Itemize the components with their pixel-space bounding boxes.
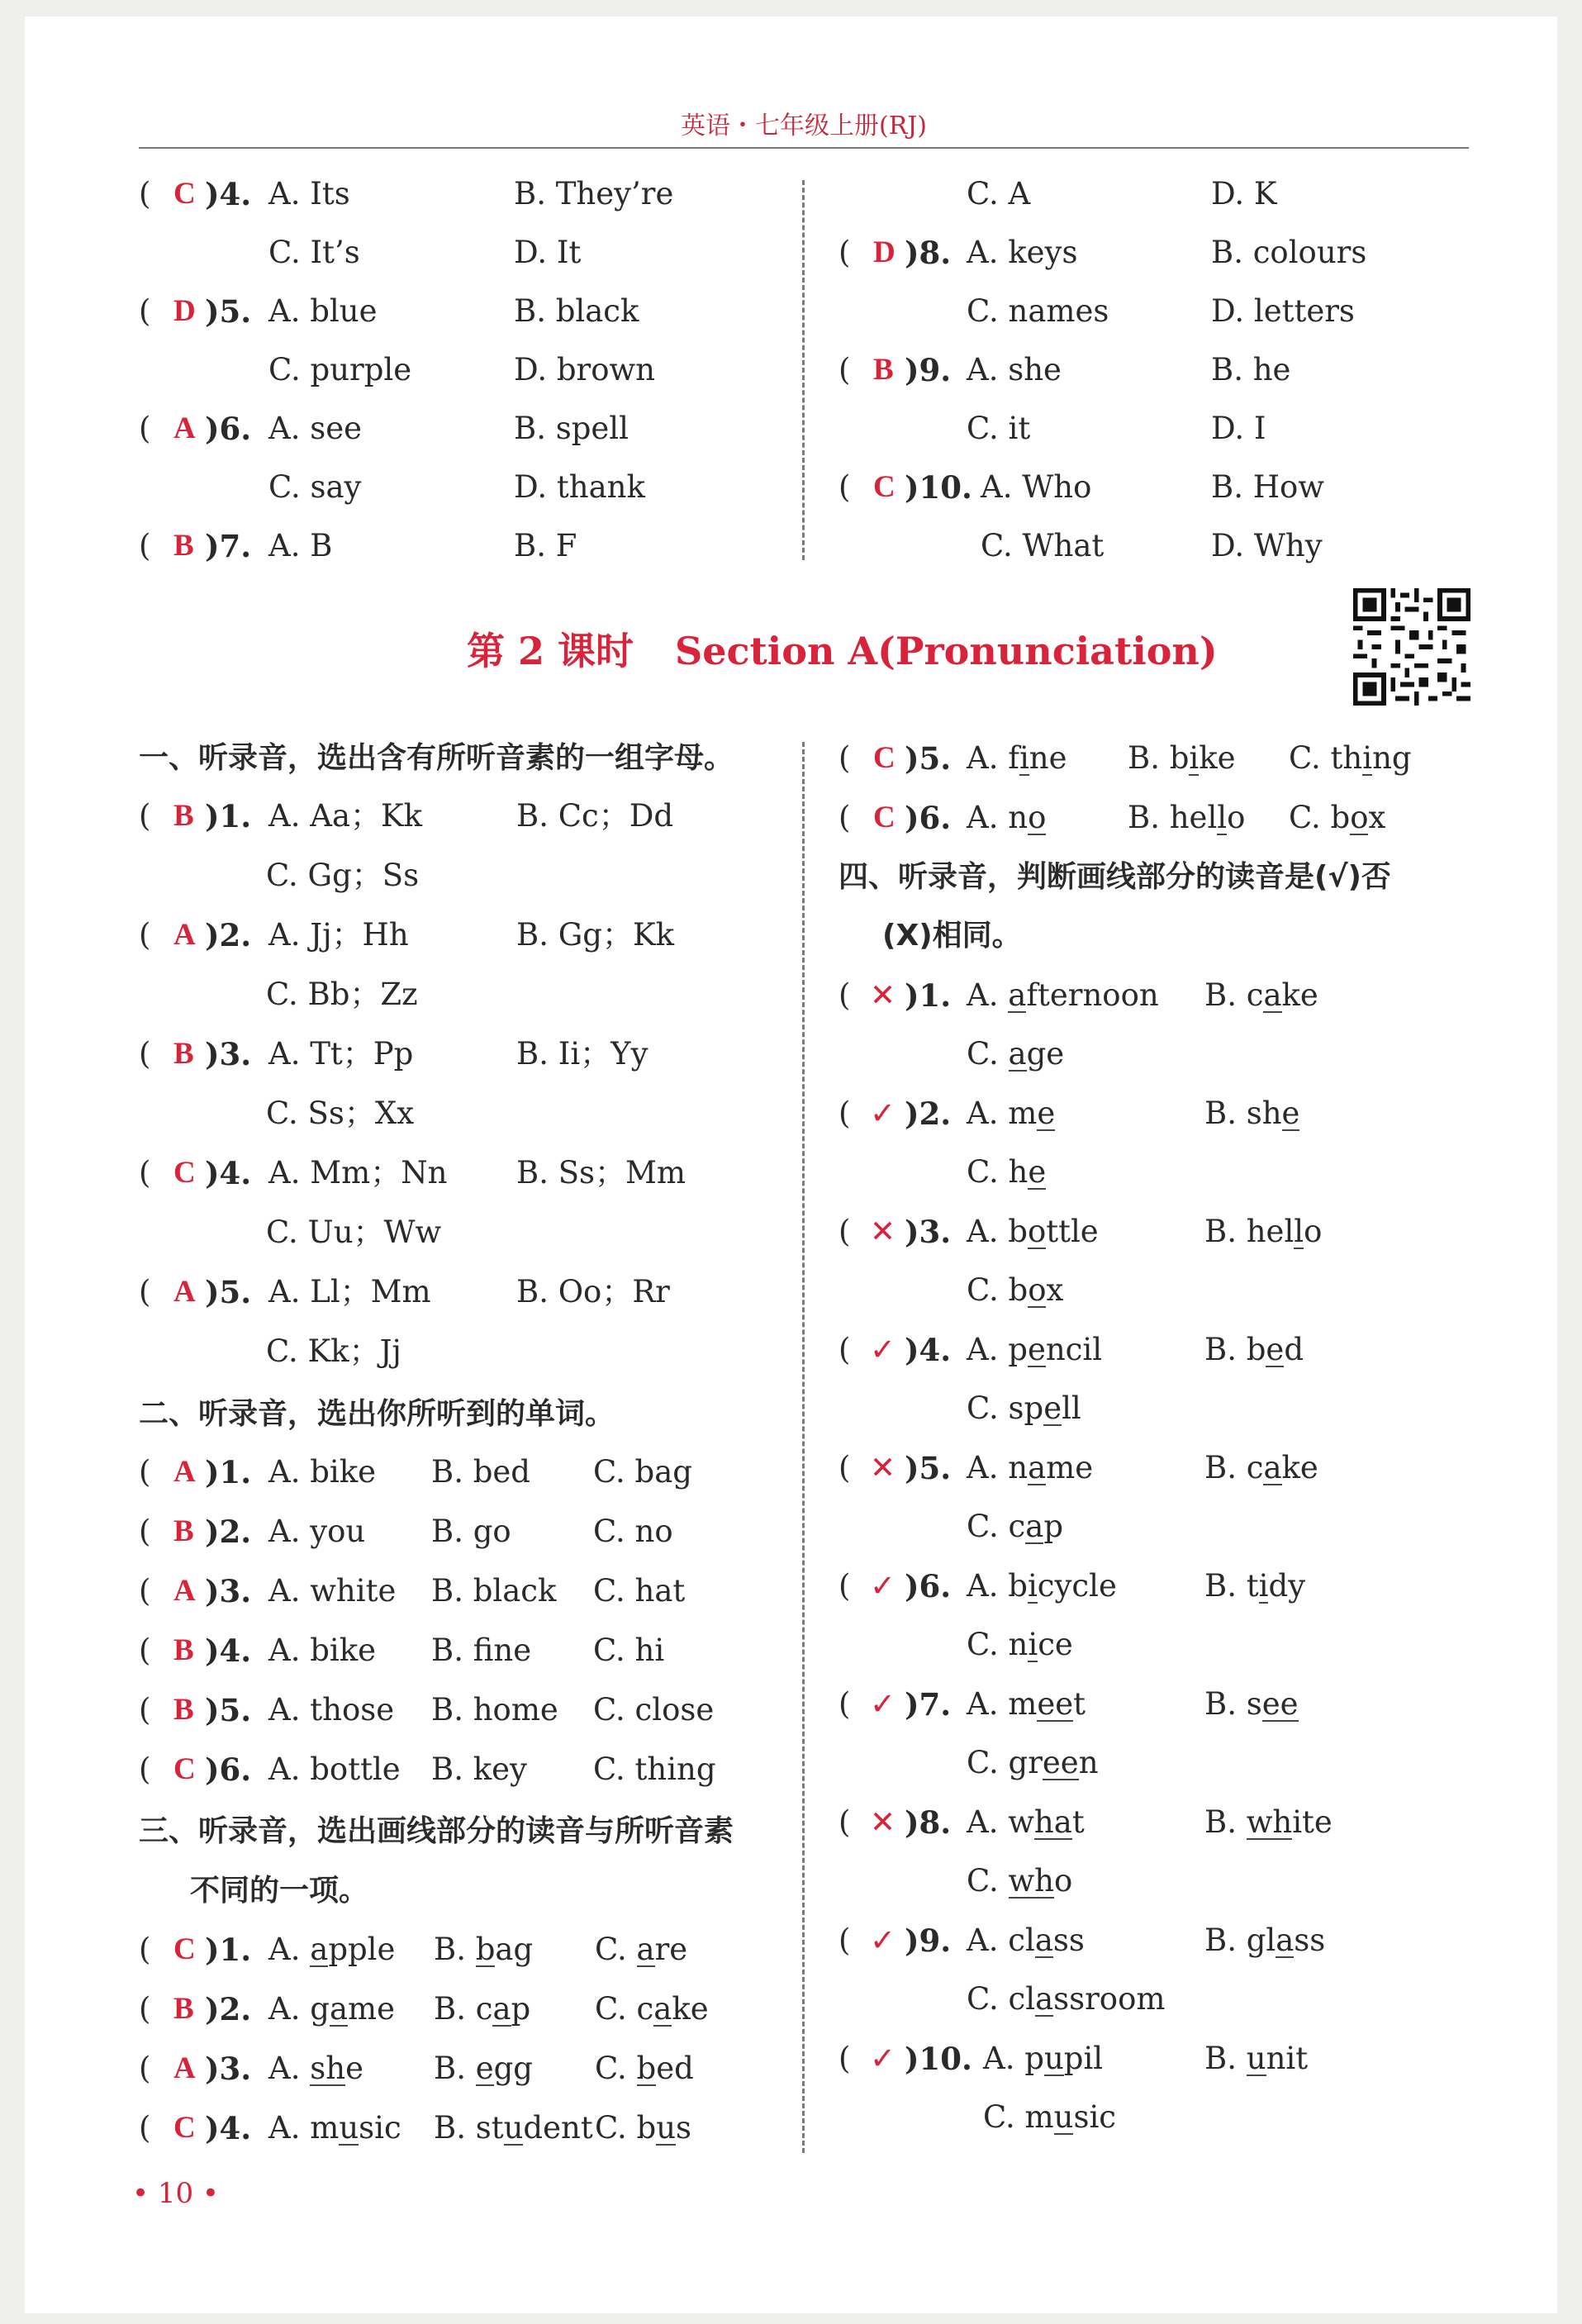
option-a: A. meet	[967, 1684, 1086, 1725]
option-d: D. K	[1211, 176, 1277, 211]
s3-q-number: )1.	[205, 1932, 252, 1968]
page-number: • 10 •	[132, 2177, 219, 2210]
option-c: C. What	[981, 528, 1105, 563]
option-b: B. cake	[1204, 1447, 1318, 1489]
s3-q-number: )3.	[205, 2051, 252, 2087]
s1-q-answer: C	[173, 1156, 196, 1190]
s4-q-paren: (	[839, 1450, 851, 1485]
s4-q-mark-icon: ✕	[870, 1214, 896, 1249]
option-c: C. names	[967, 293, 1109, 329]
option-b: B. cap	[434, 1989, 530, 2030]
s3-q-answer: C	[173, 1932, 196, 1966]
s4-q-mark-icon: ✓	[870, 2041, 896, 2076]
option-b: B. spell	[514, 411, 629, 446]
top-left-q-paren: (	[139, 176, 151, 211]
s4-q-number: )1.	[905, 977, 952, 1014]
option-c: C. close	[593, 1692, 715, 1728]
s4-q-number: )7.	[905, 1686, 952, 1723]
s2-q-number: )3.	[205, 1573, 252, 1609]
top-left-q-number: )5.	[205, 293, 252, 330]
s4-q-paren: (	[839, 1804, 851, 1840]
top-left-q-number: )6.	[205, 411, 252, 447]
s4-q-number: )5.	[905, 1450, 952, 1486]
option-a: A. see	[268, 411, 363, 446]
section1-heading: 一、听录音，选出含有所听音素的一组字母。	[139, 741, 734, 775]
option-b: B. Ss；Mm	[516, 1155, 686, 1191]
s3-q-number: )6.	[905, 800, 952, 836]
option-a: A. bike	[268, 1454, 377, 1490]
section2-heading: 二、听录音，选出你所听到的单词。	[139, 1397, 615, 1431]
s3-q-paren: (	[139, 1991, 151, 2027]
s3-q-paren: (	[839, 740, 851, 776]
option-a: A. music	[268, 2108, 401, 2149]
s4-q-number: )4.	[905, 1332, 952, 1368]
option-c: C. are	[595, 1929, 687, 1970]
top-right-q-number: )8.	[905, 235, 952, 271]
top-left-q-answer: A	[173, 411, 196, 445]
option-c: C. purple	[268, 352, 412, 387]
s2-q-paren: (	[139, 1514, 151, 1549]
option-a: A. she	[967, 352, 1062, 387]
option-c: C. spell	[967, 1388, 1081, 1429]
s4-q-paren: (	[839, 1568, 851, 1604]
option-b: B. hello	[1204, 1211, 1322, 1252]
option-c: C. hi	[593, 1633, 665, 1668]
top-left-q-number: )7.	[205, 528, 252, 564]
option-a: A. me	[967, 1093, 1055, 1134]
option-b: B. home	[431, 1692, 558, 1728]
option-c: C. no	[593, 1514, 673, 1549]
s2-q-answer: A	[173, 1574, 196, 1608]
option-c: C. who	[967, 1861, 1072, 1902]
s3-q-paren: (	[839, 800, 851, 835]
top-right-q-paren: (	[839, 235, 851, 270]
option-b: B. They’re	[514, 176, 674, 211]
option-b: B. F	[514, 528, 577, 563]
option-b: B. Cc；Dd	[516, 798, 674, 834]
s1-q-answer: B	[173, 1037, 194, 1071]
s4-q-paren: (	[839, 1095, 851, 1131]
s2-q-number: )5.	[205, 1692, 252, 1728]
s1-q-number: )5.	[205, 1274, 252, 1310]
option-c: C. he	[967, 1152, 1046, 1193]
option-b: B. Ii；Yy	[516, 1036, 648, 1072]
option-b: B. hello	[1128, 797, 1245, 839]
s2-q-paren: (	[139, 1454, 151, 1490]
option-c: C. bed	[595, 2048, 694, 2089]
s3-q-number: )5.	[905, 740, 952, 777]
s1-q-number: )3.	[205, 1036, 252, 1072]
s1-q-paren: (	[139, 1274, 151, 1309]
option-c: C. cake	[595, 1989, 709, 2030]
s2-q-answer: B	[173, 1514, 194, 1548]
s4-q-number: )2.	[905, 1095, 952, 1132]
option-a: A. Jj；Hh	[268, 917, 409, 953]
option-d: D. I	[1211, 411, 1266, 446]
s3-q-answer: B	[173, 1992, 194, 2026]
top-right-q-answer: D	[873, 235, 896, 269]
s2-q-number: )2.	[205, 1514, 252, 1550]
s4-q-paren: (	[839, 1332, 851, 1367]
s4-q-mark-icon: ✓	[870, 1568, 896, 1604]
top-right-q-paren: (	[839, 352, 851, 387]
s4-q-paren: (	[839, 977, 851, 1013]
s2-q-answer: B	[173, 1693, 194, 1727]
top-right-q-answer: C	[873, 470, 896, 504]
s2-q-paren: (	[139, 1751, 151, 1787]
section3-heading-cont: 不同的一项。	[190, 1874, 369, 1908]
s3-q-paren: (	[139, 1932, 151, 1967]
option-c: C. age	[967, 1034, 1064, 1075]
option-a: A. Who	[981, 469, 1092, 505]
s1-q-number: )1.	[205, 798, 252, 834]
option-b: B. How	[1211, 469, 1324, 505]
qr-code-icon	[1353, 588, 1470, 706]
top-right-q-paren: (	[839, 469, 851, 505]
option-a: A. blue	[268, 293, 378, 329]
s2-q-number: )1.	[205, 1454, 252, 1490]
top-right-q-answer: B	[873, 353, 894, 387]
option-b: B. Gg；Kk	[516, 917, 675, 953]
option-b: B. she	[1204, 1093, 1299, 1134]
option-c: C. box	[967, 1270, 1063, 1311]
top-left-q-paren: (	[139, 293, 151, 329]
s1-q-answer: B	[173, 799, 194, 833]
option-c: C. Ss；Xx	[266, 1095, 415, 1131]
option-c: C. box	[1289, 797, 1385, 839]
option-a: A. bicycle	[967, 1566, 1117, 1607]
s2-q-answer: C	[173, 1752, 196, 1786]
s4-q-mark-icon: ✓	[870, 1095, 896, 1131]
option-a: A. fine	[967, 738, 1067, 779]
section3-heading: 三、听录音，选出画线部分的读音与所听音素	[139, 1814, 734, 1848]
option-b: B. Oo；Rr	[516, 1274, 670, 1309]
option-a: A. what	[967, 1802, 1085, 1843]
option-a: A. B	[268, 528, 333, 563]
option-c: C. nice	[967, 1624, 1073, 1666]
option-b: B. egg	[434, 2048, 533, 2089]
option-a: A. she	[268, 2048, 363, 2089]
option-b: B. key	[431, 1751, 527, 1787]
s3-q-number: )2.	[205, 1991, 252, 2027]
option-c: C. A	[967, 176, 1031, 211]
option-d: D. brown	[514, 352, 656, 387]
option-a: A. class	[967, 1920, 1085, 1961]
option-b: B. tidy	[1204, 1566, 1305, 1607]
s3-q-answer: C	[873, 801, 896, 834]
s2-q-answer: B	[173, 1633, 194, 1667]
option-b: B. student	[434, 2108, 593, 2149]
option-b: B. colours	[1211, 235, 1367, 270]
option-a: A. those	[268, 1692, 395, 1728]
s1-q-paren: (	[139, 1036, 151, 1072]
section4-heading: 四、听录音，判断画线部分的读音是(√)否	[839, 860, 1391, 894]
option-b: B. cake	[1204, 975, 1318, 1016]
option-a: A. bottle	[268, 1751, 401, 1787]
option-a: A. afternoon	[967, 975, 1159, 1016]
option-a: A. you	[268, 1514, 366, 1549]
s3-q-answer: C	[173, 2111, 196, 2145]
option-b: B. white	[1204, 1802, 1333, 1843]
option-a: A. game	[268, 1989, 395, 2030]
top-left-q-answer: C	[173, 177, 196, 211]
option-b: B. bed	[1204, 1329, 1304, 1371]
s4-q-number: )10.	[905, 2041, 972, 2077]
option-a: A. pencil	[967, 1329, 1102, 1371]
option-b: B. black	[514, 293, 639, 329]
s4-q-mark-icon: ✓	[870, 1686, 896, 1722]
option-c: C. thing	[1289, 738, 1412, 779]
top-left-q-paren: (	[139, 528, 151, 563]
option-b: B. black	[431, 1573, 557, 1609]
option-a: A. Tt；Pp	[268, 1036, 414, 1072]
s2-q-number: )6.	[205, 1751, 252, 1788]
top-left-q-answer: B	[173, 529, 194, 563]
option-a: A. no	[967, 797, 1046, 839]
column-divider-top	[802, 180, 805, 560]
lesson-title-en: Section A(Pronunciation)	[675, 629, 1218, 673]
s4-q-number: )6.	[905, 1568, 952, 1604]
option-c: C. hat	[593, 1573, 686, 1609]
option-c: C. thing	[593, 1751, 716, 1787]
option-c: C. cap	[967, 1506, 1063, 1547]
option-a: A. white	[268, 1573, 397, 1609]
option-d: D. It	[514, 235, 582, 270]
option-d: D. letters	[1211, 293, 1355, 329]
option-d: D. Why	[1211, 528, 1323, 563]
option-a: A. bike	[268, 1633, 377, 1668]
option-c: C. Uu；Ww	[266, 1214, 442, 1250]
s4-q-paren: (	[839, 1922, 851, 1958]
s2-q-paren: (	[139, 1633, 151, 1668]
s1-q-paren: (	[139, 798, 151, 834]
s4-q-mark-icon: ✕	[870, 977, 896, 1013]
option-b: B. he	[1211, 352, 1291, 387]
option-c: C. music	[983, 2097, 1116, 2138]
option-b: B. see	[1204, 1684, 1299, 1725]
lesson-title-cn: 第 2 课时	[467, 629, 634, 673]
option-a: A. Its	[268, 176, 350, 211]
option-c: C. Kk；Jj	[266, 1333, 401, 1369]
s3-q-number: )4.	[205, 2110, 252, 2146]
option-c: C. green	[967, 1742, 1099, 1784]
option-c: C. It’s	[268, 235, 360, 270]
option-b: B. fine	[431, 1633, 532, 1668]
option-b: B. go	[431, 1514, 511, 1549]
option-c: C. bag	[593, 1454, 692, 1490]
s3-q-answer: A	[173, 2051, 196, 2085]
s4-q-number: )9.	[905, 1922, 952, 1959]
s2-q-number: )4.	[205, 1633, 252, 1669]
option-a: A. Aa；Kk	[268, 798, 423, 834]
option-a: A. Mm；Nn	[268, 1155, 448, 1191]
option-c: C. bus	[595, 2108, 691, 2149]
option-a: A. name	[967, 1447, 1093, 1489]
s4-q-paren: (	[839, 2041, 851, 2076]
option-b: B. bed	[431, 1454, 530, 1490]
top-right-q-number: )10.	[905, 469, 972, 506]
top-right-q-number: )9.	[905, 352, 952, 388]
option-a: A. bottle	[967, 1211, 1099, 1252]
option-a: A. keys	[967, 235, 1078, 270]
s4-q-number: )3.	[905, 1214, 952, 1250]
s3-q-paren: (	[139, 2051, 151, 2086]
s4-q-number: )8.	[905, 1804, 952, 1841]
s1-q-paren: (	[139, 1155, 151, 1191]
s1-q-answer: A	[173, 1275, 196, 1309]
option-a: A. pupil	[983, 2038, 1103, 2079]
s1-q-answer: A	[173, 918, 196, 952]
option-a: A. Ll；Mm	[268, 1274, 431, 1309]
option-c: C. classroom	[967, 1979, 1165, 2020]
s1-q-number: )2.	[205, 917, 252, 953]
s4-q-mark-icon: ✕	[870, 1804, 896, 1840]
option-c: C. say	[268, 469, 362, 505]
option-c: C. Gg；Ss	[266, 858, 420, 893]
option-d: D. thank	[514, 469, 645, 505]
lesson-title	[467, 626, 1218, 676]
option-a: A. apple	[268, 1929, 395, 1970]
top-left-q-paren: (	[139, 411, 151, 446]
option-b: B. unit	[1204, 2038, 1308, 2079]
s4-q-paren: (	[839, 1214, 851, 1249]
top-left-q-answer: D	[173, 294, 196, 328]
s4-q-mark-icon: ✓	[870, 1922, 896, 1958]
option-b: B. bike	[1128, 738, 1236, 779]
s3-q-paren: (	[139, 2110, 151, 2146]
top-left-q-number: )4.	[205, 176, 252, 212]
s1-q-number: )4.	[205, 1155, 252, 1191]
s4-q-mark-icon: ✕	[870, 1450, 896, 1485]
s3-q-answer: C	[873, 741, 896, 775]
section4-heading-cont: (X)相同。	[882, 919, 1022, 953]
s4-q-mark-icon: ✓	[870, 1332, 896, 1367]
option-b: B. glass	[1204, 1920, 1325, 1961]
s2-q-answer: A	[173, 1455, 196, 1489]
page-header: 英语・七年级上册(RJ)	[139, 106, 1469, 149]
s2-q-paren: (	[139, 1573, 151, 1609]
option-b: B. bag	[434, 1929, 533, 1970]
column-divider-bottom	[802, 742, 805, 2153]
s1-q-paren: (	[139, 917, 151, 953]
option-c: C. Bb；Zz	[266, 977, 418, 1012]
s4-q-paren: (	[839, 1686, 851, 1722]
page	[25, 17, 1557, 2313]
option-c: C. it	[967, 411, 1031, 446]
s2-q-paren: (	[139, 1692, 151, 1728]
